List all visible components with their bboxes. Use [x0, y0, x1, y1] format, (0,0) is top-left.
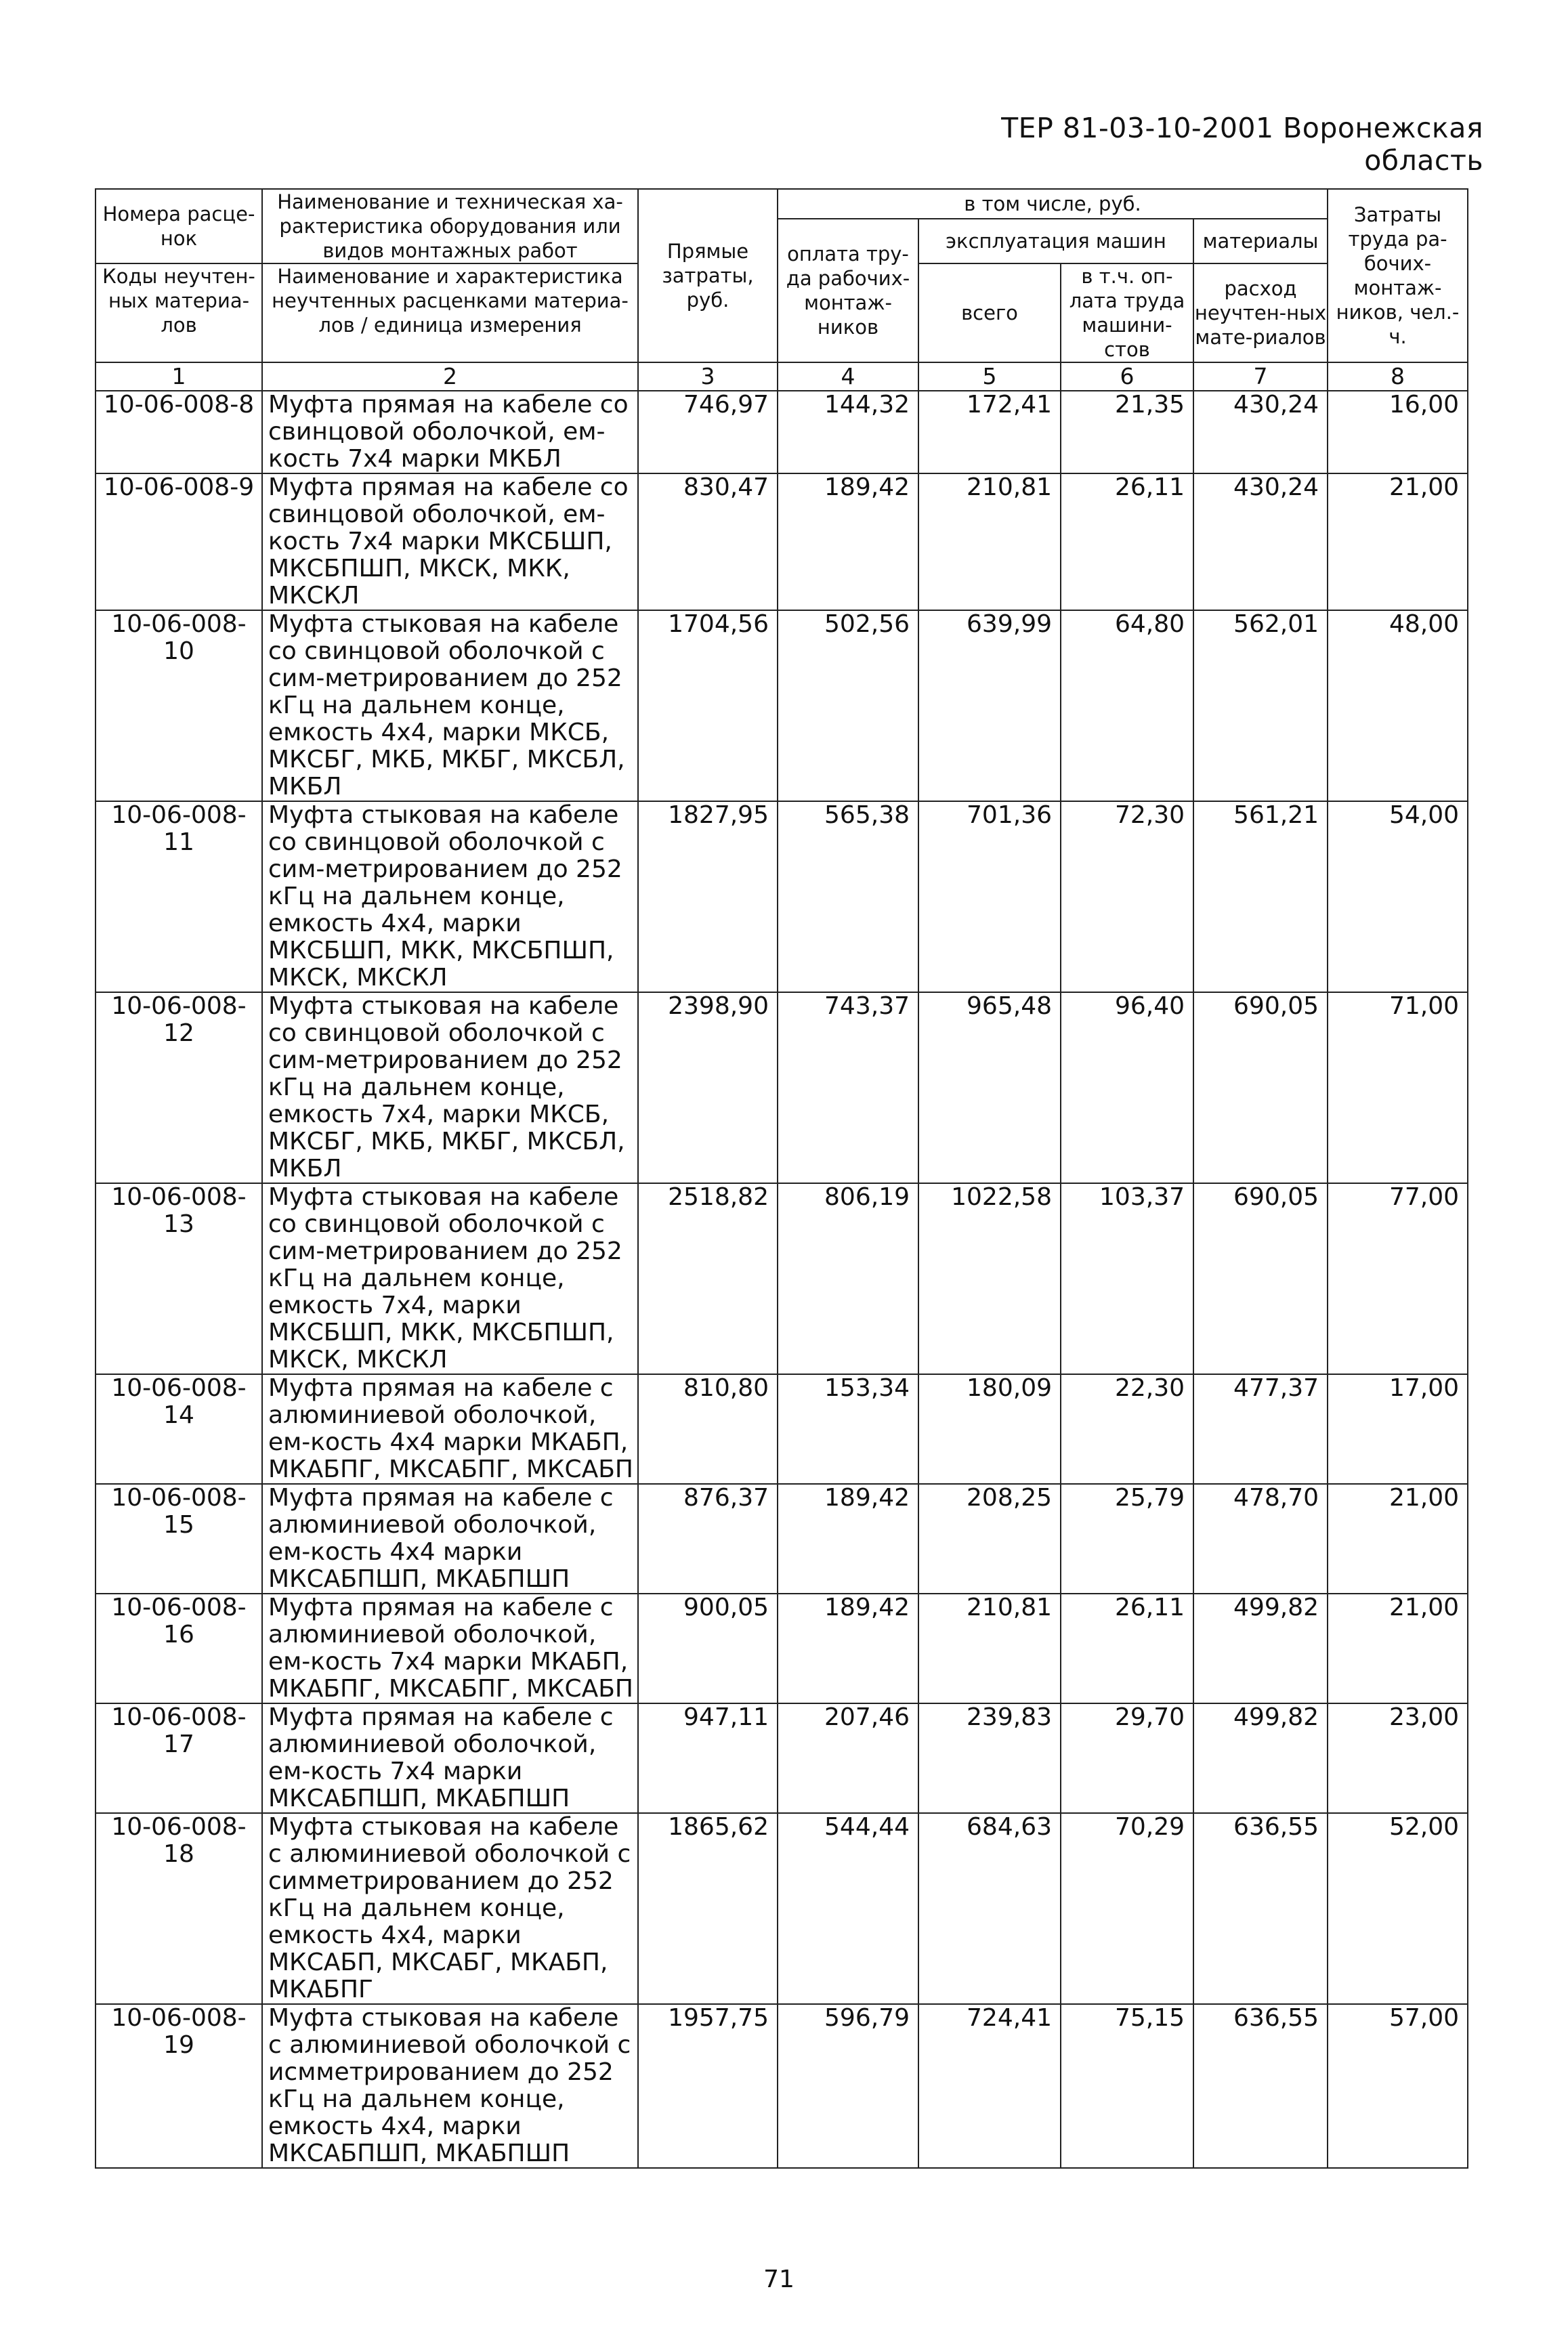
materials-cost: 499,82 — [1193, 1703, 1328, 1813]
materials-cost: 690,05 — [1193, 1183, 1328, 1374]
labor-pay: 207,46 — [778, 1703, 918, 1813]
rate-code: 10-06-008-9 — [96, 473, 262, 610]
table-row — [96, 1374, 1468, 1484]
rate-code: 10-06-008-10 — [96, 610, 262, 801]
labor-hours: 54,00 — [1328, 801, 1468, 992]
col-number: 7 — [1193, 362, 1328, 391]
materials-cost: 478,70 — [1193, 1484, 1328, 1594]
header-materials: материалы — [1193, 219, 1328, 263]
rate-code: 10-06-008-14 — [96, 1374, 262, 1484]
direct-cost: 2518,82 — [638, 1183, 778, 1374]
direct-cost: 1957,75 — [638, 2004, 778, 2168]
direct-cost: 1704,56 — [638, 610, 778, 801]
table-row — [96, 1484, 1468, 1594]
direct-cost: 746,97 — [638, 391, 778, 473]
header-labor-pay: оплата тру-да рабочих-монтаж-ников — [778, 219, 918, 362]
direct-cost: 900,05 — [638, 1594, 778, 1703]
machines-total: 684,63 — [918, 1813, 1061, 2004]
work-name: Муфта стыковая на кабеле с алюминиевой оболочкой с симметрированием до 252 кГц на дальнем конце, емкость 4х4, марки МКСАБП, МКСАБГ, МКАБП, МКАБПГ — [262, 1813, 638, 2004]
header-name-bottom: Наименование и характеристика неучтенных расценками материа-лов / единица измерения — [262, 263, 638, 362]
work-name: Муфта прямая на кабеле с алюминиевой оболочкой, ем-кость 7х4 марки МКАБП, МКАБПГ, МКСАБПГ, МКСАБП — [262, 1594, 638, 1703]
table-row — [96, 473, 1468, 610]
header-materials-sub: расход неучтен-ных мате-риалов — [1193, 263, 1328, 362]
materials-cost: 430,24 — [1193, 391, 1328, 473]
work-name: Муфта стыковая на кабеле со свинцовой оболочкой с сим-метрированием до 252 кГц на дальнем конце, емкость 7х4, марки МКСБ, МКСБГ, МКБ, МКБГ, МКСБЛ, МКБЛ — [262, 992, 638, 1183]
col-number: 3 — [638, 362, 778, 391]
rate-code: 10-06-008-19 — [96, 2004, 262, 2168]
machinist-wage: 26,11 — [1061, 473, 1193, 610]
header-machines: эксплуатация машин — [918, 219, 1193, 263]
labor-pay: 189,42 — [778, 1594, 918, 1703]
machines-total: 180,09 — [918, 1374, 1061, 1484]
column-number-row — [96, 362, 1468, 391]
labor-hours: 52,00 — [1328, 1813, 1468, 2004]
rate-code: 10-06-008-11 — [96, 801, 262, 992]
machinist-wage: 70,29 — [1061, 1813, 1193, 2004]
machinist-wage: 72,30 — [1061, 801, 1193, 992]
labor-pay: 189,42 — [778, 473, 918, 610]
rate-code: 10-06-008-13 — [96, 1183, 262, 1374]
machinist-wage: 22,30 — [1061, 1374, 1193, 1484]
page-header: ТЕР 81-03-10-2001 Воронежская область — [1001, 112, 1483, 177]
header-machines-total: всего — [918, 263, 1061, 362]
direct-cost: 1827,95 — [638, 801, 778, 992]
machinist-wage: 64,80 — [1061, 610, 1193, 801]
direct-cost: 810,80 — [638, 1374, 778, 1484]
machinist-wage: 96,40 — [1061, 992, 1193, 1183]
machines-total: 210,81 — [918, 473, 1061, 610]
materials-cost: 477,37 — [1193, 1374, 1328, 1484]
table-row — [96, 610, 1468, 801]
rate-code: 10-06-008-17 — [96, 1703, 262, 1813]
col-number: 2 — [262, 362, 638, 391]
labor-hours: 17,00 — [1328, 1374, 1468, 1484]
machinist-wage: 25,79 — [1061, 1484, 1193, 1594]
work-name: Муфта стыковая на кабеле со свинцовой оболочкой с сим-метрированием до 252 кГц на дальнем конце, емкость 4х4, марки МКСБ, МКСБГ, МКБ, МКБГ, МКСБЛ, МКБЛ — [262, 610, 638, 801]
work-name: Муфта прямая на кабеле со свинцовой оболочкой, ем-кость 7х4 марки МКСБШП, МКСБПШП, МКСК, МКК, МКСКЛ — [262, 473, 638, 610]
col-number: 8 — [1328, 362, 1468, 391]
rate-code: 10-06-008-8 — [96, 391, 262, 473]
col-number: 5 — [918, 362, 1061, 391]
labor-pay: 189,42 — [778, 1484, 918, 1594]
header-code-bottom: Коды неучтен-ных материа-лов — [96, 263, 262, 362]
header-including: в том числе, руб. — [778, 189, 1328, 219]
machinist-wage: 21,35 — [1061, 391, 1193, 473]
work-name: Муфта прямая на кабеле с алюминиевой оболочкой, ем-кость 7х4 марки МКСАБПШП, МКАБПШП — [262, 1703, 638, 1813]
machines-total: 965,48 — [918, 992, 1061, 1183]
work-name: Муфта прямая на кабеле с алюминиевой оболочкой, ем-кость 4х4 марки МКАБП, МКАБПГ, МКСАБПГ, МКСАБП — [262, 1374, 638, 1484]
work-name: Муфта прямая на кабеле со свинцовой оболочкой, ем-кость 7х4 марки МКБЛ — [262, 391, 638, 473]
labor-pay: 806,19 — [778, 1183, 918, 1374]
col-number: 6 — [1061, 362, 1193, 391]
machines-total: 639,99 — [918, 610, 1061, 801]
materials-cost: 636,55 — [1193, 2004, 1328, 2168]
work-name: Муфта прямая на кабеле с алюминиевой оболочкой, ем-кость 4х4 марки МКСАБПШП, МКАБПШП — [262, 1484, 638, 1594]
labor-pay: 544,44 — [778, 1813, 918, 2004]
direct-cost: 947,11 — [638, 1703, 778, 1813]
rate-code: 10-06-008-15 — [96, 1484, 262, 1594]
labor-hours: 77,00 — [1328, 1183, 1468, 1374]
materials-cost: 430,24 — [1193, 473, 1328, 610]
machines-total: 210,81 — [918, 1594, 1061, 1703]
labor-hours: 48,00 — [1328, 610, 1468, 801]
header-direct: Прямые затраты, руб. — [638, 189, 778, 362]
rate-code: 10-06-008-12 — [96, 992, 262, 1183]
labor-pay: 565,38 — [778, 801, 918, 992]
machinist-wage: 26,11 — [1061, 1594, 1193, 1703]
work-name: Муфта стыковая на кабеле со свинцовой оболочкой с сим-метрированием до 252 кГц на дальнем конце, емкость 7х4, марки МКСБШП, МКК, МКСБПШП, МКСК, МКСКЛ — [262, 1183, 638, 1374]
table-row — [96, 801, 1468, 992]
col-number: 4 — [778, 362, 918, 391]
machines-total: 239,83 — [918, 1703, 1061, 1813]
page-number: 71 — [763, 2265, 794, 2293]
labor-hours: 21,00 — [1328, 473, 1468, 610]
labor-hours: 21,00 — [1328, 1594, 1468, 1703]
table-row — [96, 1594, 1468, 1703]
table-row — [96, 992, 1468, 1183]
col-number: 1 — [96, 362, 262, 391]
direct-cost: 830,47 — [638, 473, 778, 610]
labor-hours: 57,00 — [1328, 2004, 1468, 2168]
direct-cost: 876,37 — [638, 1484, 778, 1594]
labor-hours: 71,00 — [1328, 992, 1468, 1183]
work-name: Муфта стыковая на кабеле с алюминиевой оболочкой с исмметрированием до 252 кГц на дальнем конце, емкость 4х4, марки МКСАБПШП, МКАБПШП — [262, 2004, 638, 2168]
table-row — [96, 1703, 1468, 1813]
labor-pay: 502,56 — [778, 610, 918, 801]
materials-cost: 562,01 — [1193, 610, 1328, 801]
machines-total: 724,41 — [918, 2004, 1061, 2168]
labor-pay: 743,37 — [778, 992, 918, 1183]
table-row — [96, 1183, 1468, 1374]
rate-code: 10-06-008-16 — [96, 1594, 262, 1703]
table-row — [96, 1813, 1468, 2004]
labor-hours: 21,00 — [1328, 1484, 1468, 1594]
header-machines-wage: в т.ч. оп-лата труда машини-стов — [1061, 263, 1193, 362]
table-row — [96, 2004, 1468, 2168]
machines-total: 701,36 — [918, 801, 1061, 992]
machines-total: 208,25 — [918, 1484, 1061, 1594]
materials-cost: 561,21 — [1193, 801, 1328, 992]
machines-total: 1022,58 — [918, 1183, 1061, 1374]
table-row — [96, 391, 1468, 473]
labor-pay: 596,79 — [778, 2004, 918, 2168]
materials-cost: 636,55 — [1193, 1813, 1328, 2004]
header-labor-hours: Затраты труда ра-бочих-монтаж-ников, чел.-ч. — [1328, 189, 1468, 362]
machinist-wage: 103,37 — [1061, 1183, 1193, 1374]
rate-code: 10-06-008-18 — [96, 1813, 262, 2004]
header-name-top: Наименование и техническая ха-рактеристика оборудования или видов монтажных работ — [262, 189, 638, 263]
header-code-top: Номера расце-нок — [96, 189, 262, 263]
materials-cost: 690,05 — [1193, 992, 1328, 1183]
labor-pay: 144,32 — [778, 391, 918, 473]
work-name: Муфта стыковая на кабеле со свинцовой оболочкой с сим-метрированием до 252 кГц на дальнем конце, емкость 4х4, марки МКСБШП, МКК, МКСБПШП, МКСК, МКСКЛ — [262, 801, 638, 992]
machines-total: 172,41 — [918, 391, 1061, 473]
price-table — [95, 188, 1468, 2169]
machinist-wage: 29,70 — [1061, 1703, 1193, 1813]
labor-hours: 16,00 — [1328, 391, 1468, 473]
direct-cost: 2398,90 — [638, 992, 778, 1183]
direct-cost: 1865,62 — [638, 1813, 778, 2004]
labor-hours: 23,00 — [1328, 1703, 1468, 1813]
labor-pay: 153,34 — [778, 1374, 918, 1484]
machinist-wage: 75,15 — [1061, 2004, 1193, 2168]
materials-cost: 499,82 — [1193, 1594, 1328, 1703]
